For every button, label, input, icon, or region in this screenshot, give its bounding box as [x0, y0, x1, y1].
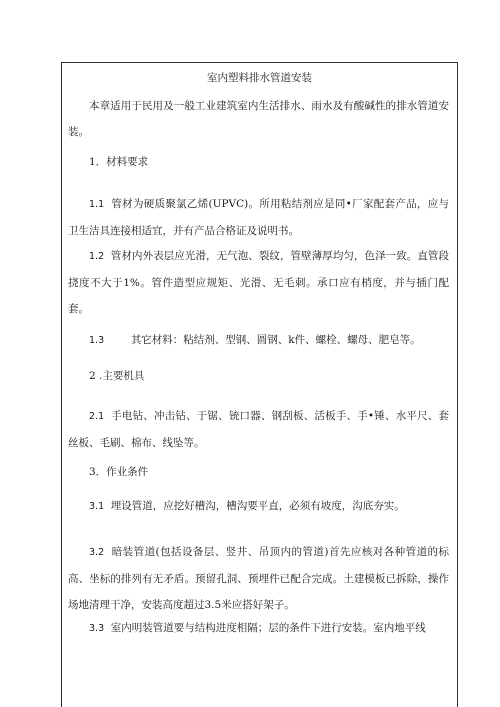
paragraph-3-2	[68, 539, 449, 618]
section-heading-tools: 2 .主要机具	[89, 370, 145, 382]
item-number: 1.3	[89, 335, 105, 346]
item-number: 2.1	[89, 411, 105, 422]
item-text: 室内明装管道要与结构进度相隔；层的条件下进行安装。室内地平线	[110, 622, 426, 634]
document-title: 室内塑料排水管道安装	[207, 72, 312, 84]
intro-paragraph: 本章适用于民用及一般工业建筑室内生活排水、雨水及有酸碱性的排水管道安装。	[68, 100, 449, 138]
paragraph-1-1	[68, 191, 449, 244]
document-frame	[61, 62, 458, 707]
paragraph-1-2	[68, 243, 449, 322]
paragraph-3-1	[68, 493, 449, 520]
section-heading-conditions: 3．作业条件	[89, 466, 149, 478]
item-text: 暗装管道(包括设备层、竖井、吊顶内的管道)首先应核对各种管道的标高、坐标的排列有无矛盾。预留孔洞、预埋件已配合完成。土建模板已拆除，操作场地清理干净，安装高度超过3.5米应搭好架子。	[68, 546, 449, 611]
item-number: 1.1	[89, 199, 105, 210]
item-number: 3.2	[89, 547, 105, 558]
item-number: 3.1	[89, 501, 105, 512]
paragraph-3-3	[68, 615, 449, 642]
paragraph-2-1	[68, 403, 449, 456]
item-number: 3.3	[89, 623, 105, 634]
item-text: 管材为硬质聚氯乙烯(UPVC)。所用粘结剂应是同•厂家配套产品，应与卫生洁具连接相适宜，并有产品合格证及说明书。	[68, 198, 449, 237]
item-text: 其它材料：粘结剂、型钢、圆钢、k件、螺栓、螺母、肥皂等。	[130, 334, 421, 346]
item-text: 手电钻、冲击钻、于锯、铳口器、钢刮板、活板手、手•锤、水平尺、套丝板、毛刷、棉布、线坠等。	[68, 410, 449, 449]
paragraph-1-3	[68, 327, 449, 354]
item-text: 埋设管道，应挖好槽沟，槽沟要平直，必须有坡度，沟底夯实。	[110, 500, 405, 512]
section-heading-materials: 1．材料要求	[89, 156, 149, 168]
item-number: 1.2	[89, 251, 105, 262]
item-text: 管材内外表层应光滑，无气泡、裂纹，管壁薄厚均匀，色泽一致。直管段挠度不大于1%。管件造型应规矩、光滑、无毛刺。承口应有梢度，并与插门配套。	[68, 250, 449, 315]
